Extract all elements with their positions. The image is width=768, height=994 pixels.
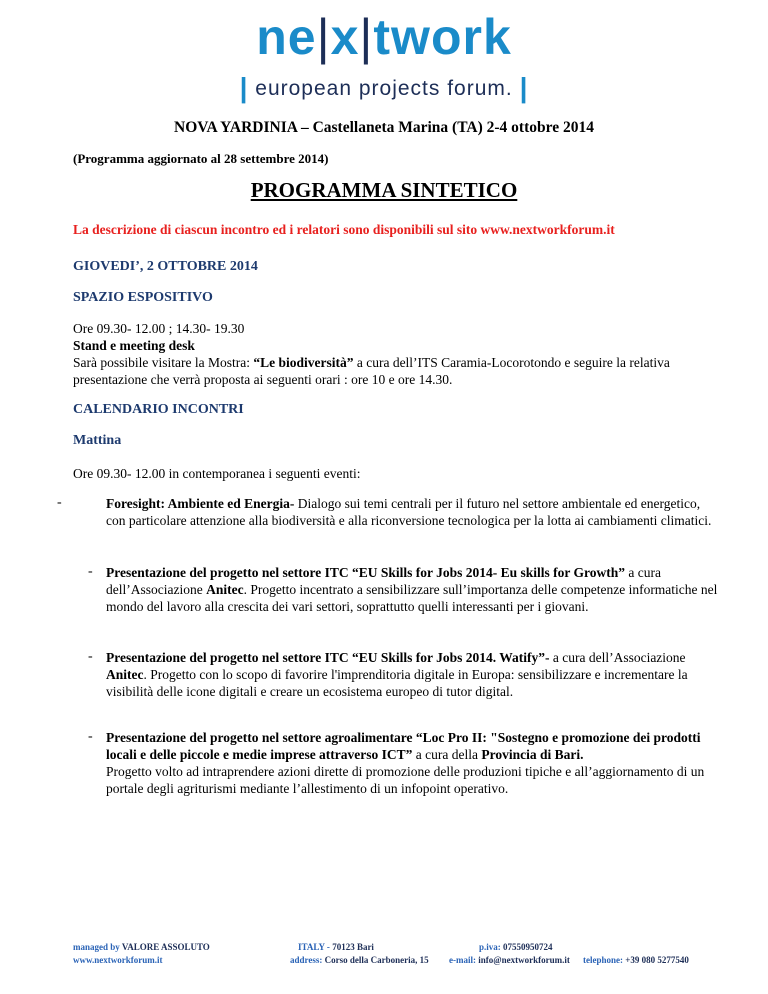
update-note: (Programma aggiornato al 28 settembre 2014) bbox=[73, 151, 329, 166]
logo-separator: | bbox=[359, 9, 374, 65]
calendar-heading: CALENDARIO INCONTRI bbox=[73, 402, 244, 417]
program-title: PROGRAMMA SINTETICO bbox=[250, 178, 518, 202]
logo-part-x: x bbox=[330, 9, 360, 65]
logo-part-twork: twork bbox=[373, 9, 512, 65]
logo-tagline bbox=[0, 72, 768, 105]
event-line: NOVA YARDINIA – Castellaneta Marina (TA) 2-4 ottobre 2014 bbox=[174, 119, 594, 136]
space-description: Sarà possibile visitare la Mostra: “Le biodiversità” a cura dell’ITS Caramia-Locorotondo e seguire la relativa presentazione che verrà proposta ai seguenti orari : ore 10 e ore 14.30. bbox=[73, 355, 670, 387]
footer-contacts: p.iva: 07550950724 e-mail: info@nextworkforum.it bbox=[449, 942, 570, 965]
logo-separator: | bbox=[316, 9, 331, 65]
footer-telephone: telephone: +39 080 5277540 bbox=[583, 955, 689, 965]
list-dash: - bbox=[88, 729, 93, 744]
list-dash: - bbox=[88, 649, 93, 664]
footer-managed: managed by VALORE ASSOLUTO www.nextworkforum.it bbox=[73, 942, 210, 965]
tagline-bar-left: | bbox=[239, 72, 249, 103]
website-notice: La descrizione di ciascun incontro ed i relatori sono disponibili sul sito www.nextworkforum.it bbox=[73, 222, 615, 237]
tagline-text: european projects forum. bbox=[255, 77, 513, 100]
footer-site-link[interactable]: www.nextworkforum.it bbox=[73, 955, 163, 965]
space-block bbox=[73, 320, 713, 388]
space-desk: Stand e meeting desk bbox=[73, 338, 195, 353]
space-hours: Ore 09.30- 12.00 ; 14.30- 19.30 bbox=[73, 321, 245, 336]
morning-intro: Ore 09.30- 12.00 in contemporanea i seguenti eventi: bbox=[73, 466, 361, 481]
morning-heading: Mattina bbox=[73, 433, 122, 448]
list-item: Presentazione del progetto nel settore ITC “EU Skills for Jobs 2014. Watify”- a cura dell’Associazione Anitec. Progetto con lo scopo di favorire l'imprenditoria digitale in Europa: sensibilizzare e incrementare la visibilità delle icone digitali e creare un ecosistema europeo di tutor digital. bbox=[106, 650, 688, 699]
logo-wordmark bbox=[0, 8, 768, 66]
space-heading: SPAZIO ESPOSITIVO bbox=[73, 290, 213, 305]
list-item: Presentazione del progetto nel settore agroalimentare “Loc Pro II: "Sostegno e promozione dei prodotti locali e delle piccole e medie imprese attraverso ICT” a cura della Provincia di Bari. Progetto volto ad intraprendere azioni dirette di promozione delle produzioni tipiche e all’aggiornamento di un portale degli agriturismi mediante l’allestimento di un infopoint operativo. bbox=[106, 730, 705, 796]
list-dash: - bbox=[88, 564, 93, 579]
tagline-bar-right: | bbox=[519, 72, 529, 103]
day-heading: GIOVEDI’, 2 OTTOBRE 2014 bbox=[73, 259, 258, 274]
list-item: Presentazione del progetto nel settore ITC “EU Skills for Jobs 2014- Eu skills for Growth” a cura dell’Associazione Anitec. Progetto incentrato a sensibilizzare sull’importanza delle competenze informatiche nel mondo del lavoro alla crescita dei vari settori, soprattutto quelli interessanti per i giovani. bbox=[106, 565, 718, 614]
footer-address: ITALY - 70123 Bari address: Corso della Carboneria, 15 bbox=[290, 942, 429, 965]
list-item: Foresight: Ambiente ed Energia- Dialogo sui temi centrali per il futuro nel settore ambientale ed energetico, con particolare attenzione alla biodiversità e alla riconversione tecnologica per la lotta ai cambiamenti climatici. bbox=[106, 496, 712, 528]
footer-email-link[interactable]: info@nextworkforum.it bbox=[478, 955, 570, 965]
list-dash: - bbox=[57, 495, 62, 510]
logo-part-ne: ne bbox=[256, 9, 317, 65]
